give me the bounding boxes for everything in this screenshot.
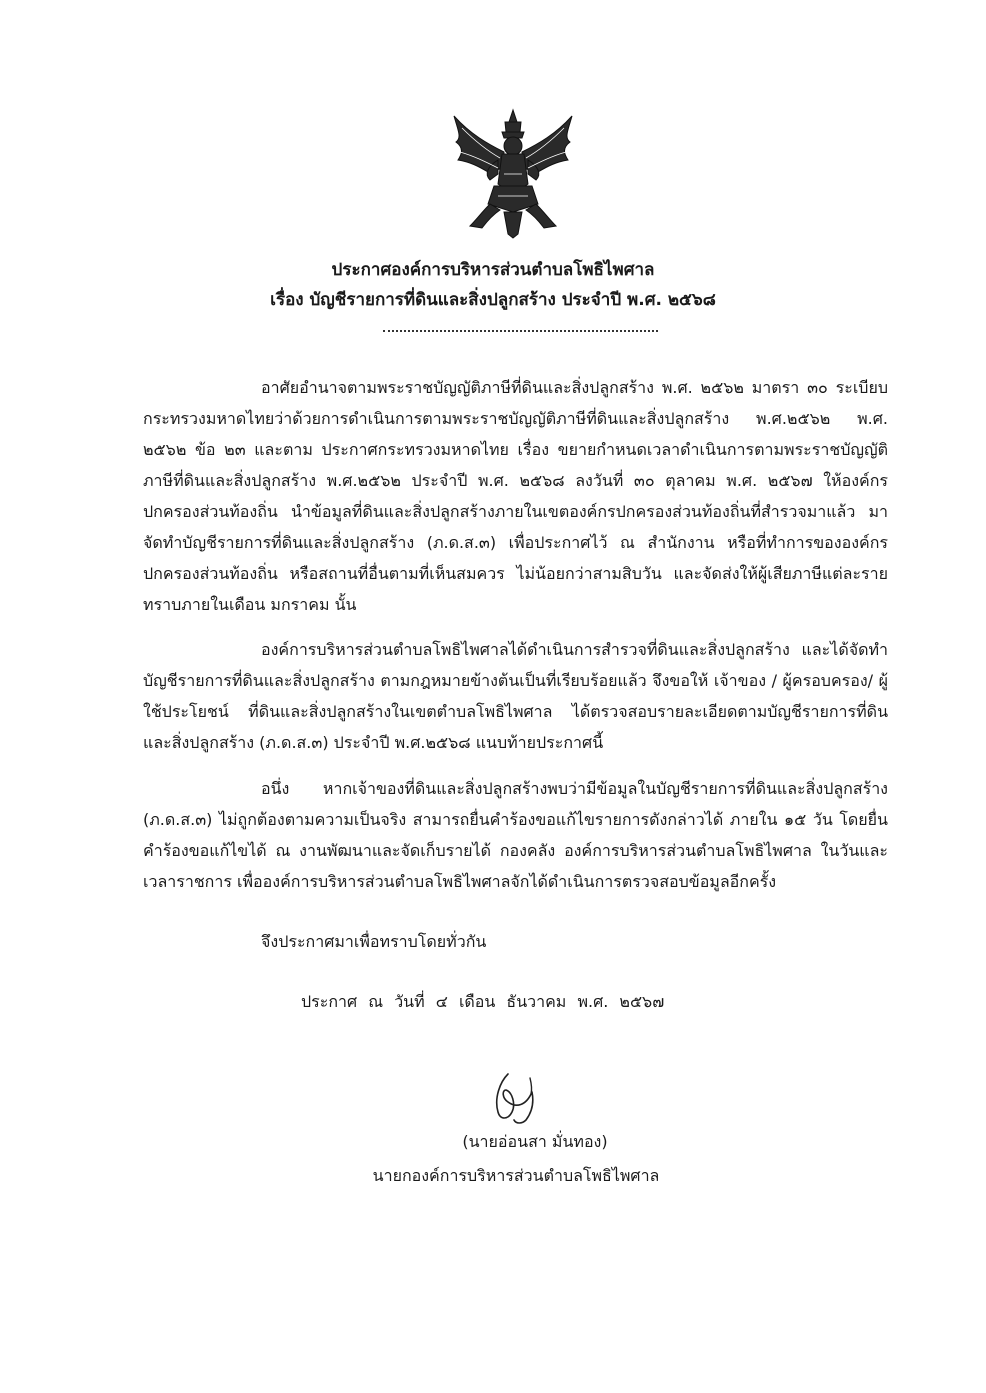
body-paragraph-1: อาศัยอำนาจตามพระราชบัญญัติภาษีที่ดินและสิ่งปลูกสร้าง พ.ศ. ๒๕๖๒ มาตรา ๓๐ ระเบียบกระทรวงมหาดไทยว่าด้วยการดำเนินการตามพระราชบัญญัติภาษีที่ดินและสิ่งปลูกสร้าง พ.ศ.๒๕๖๒ พ.ศ. ๒๕๖๒ ข้อ ๒๓ และตาม ประกาศกระทรวงมหาดไทย เรื่อง ขยายกำหนดเวลาดำเนินการตามพระราชบัญญัติภาษีที่ดินและสิ่งปลูกสร้าง พ.ศ.๒๕๖๒ ประจำปี พ.ศ. ๒๕๖๘ ลงวันที่ ๓๐ ตุลาคม พ.ศ. ๒๕๖๗ ให้องค์กรปกครองส่วนท้องถิ่น นำข้อมูลที่ดินและสิ่งปลูกสร้างภายในเขตองค์กรปกครองส่วนท้องถิ่นที่สำรวจมาแล้ว มาจัดทำบัญชีรายการที่ดินและสิ่งปลูกสร้าง (ภ.ด.ส.๓) เพื่อประกาศไว้ ณ สำนักงาน หรือที่ทำการขององค์กรปกครองส่วนท้องถิ่น หรือสถานที่อื่นตามที่เห็นสมควร ไม่น้อยกว่าสามสิบวัน และจัดส่งให้ผู้เสียภาษีแต่ละรายทราบภายในเดือน มกราคม นั้น bbox=[143, 378, 888, 614]
body-paragraph-3: อนึ่ง หากเจ้าของที่ดินและสิ่งปลูกสร้างพบว่ามีข้อมูลในบัญชีรายการที่ดินและสิ่งปลูกสร้าง (ภ.ด.ส.๓) ไม่ถูกต้องตามความเป็นจริง สามารถยื่นคำร้องขอแก้ไขรายการดังกล่าวได้ ภายใน ๑๕ วัน โดยยื่นคำร้องขอแก้ไขได้ ณ งานพัฒนาและจัดเก็บรายได้ กองคลัง องค์การบริหารส่วนตำบลโพธิไพศาล ในวันและเวลาราชการ เพื่อองค์การบริหารส่วนตำบลโพธิไพศาลจักได้ดำเนินการตรวจสอบข้อมูลอีกครั้ง bbox=[143, 779, 888, 891]
title-divider bbox=[383, 326, 658, 332]
handwritten-signature-icon bbox=[486, 1068, 546, 1130]
announcement-title: ประกาศองค์การบริหารส่วนตำบลโพธิไพศาล bbox=[331, 260, 655, 280]
announcement-subject: เรื่อง บัญชีรายการที่ดินและสิ่งปลูกสร้าง ประจำปี พ.ศ. ๒๕๖๘ bbox=[270, 290, 716, 310]
signer-name: (นายอ่อนสา มั่นทอง) bbox=[462, 1132, 608, 1151]
body-paragraph-2: องค์การบริหารส่วนตำบลโพธิไพศาลได้ดำเนินการสำรวจที่ดินและสิ่งปลูกสร้าง และได้จัดทำบัญชีรายการที่ดินและสิ่งปลูกสร้าง ตามกฎหมายข้างต้นเป็นที่เรียบร้อยแล้ว จึงขอให้ เจ้าของ / ผู้ครอบครอง/ ผู้ใช้ประโยชน์ ที่ดินและสิ่งปลูกสร้างในเขตตำบลโพธิไพศาล ได้ตรวจสอบรายละเอียดตามบัญชีรายการที่ดินและสิ่งปลูกสร้าง (ภ.ด.ส.๓) ประจำปี พ.ศ.๒๕๖๘ แนบท้ายประกาศนี้ bbox=[143, 640, 888, 752]
announcement-date: ประกาศ ณ วันที่ ๔ เดือน ธันวาคม พ.ศ. ๒๕๖๗ bbox=[301, 992, 665, 1011]
closing-statement: จึงประกาศมาเพื่อทราบโดยทั่วกัน bbox=[261, 932, 487, 951]
signer-title: นายกองค์การบริหารส่วนตำบลโพธิไพศาล bbox=[372, 1166, 660, 1185]
garuda-emblem-icon bbox=[448, 108, 578, 240]
